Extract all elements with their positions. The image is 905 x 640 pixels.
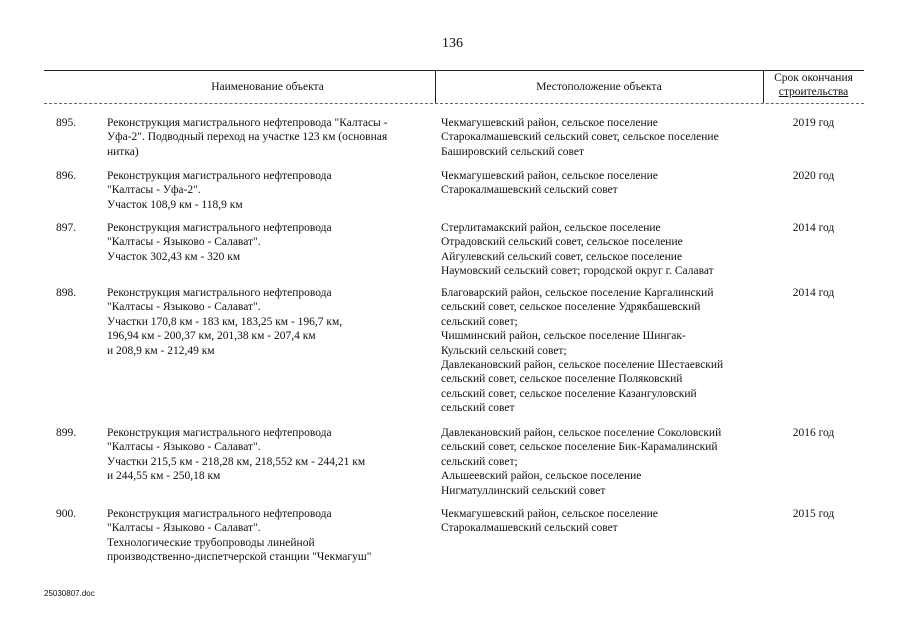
column-header-deadline-line1: Срок окончания [774,72,853,84]
object-location [441,286,763,416]
object-name-line: производственно-диспетчерской станции "Чекмагуш" [107,551,372,564]
column-header-deadline [763,71,864,99]
object-name-line: "Калтасы - Языково - Салават". [107,441,261,454]
object-name-line: Реконструкция магистрального нефтепровода [107,508,332,520]
object-name-line: "Калтасы - Языково - Салават". [107,236,261,249]
object-name-line: Участок 108,9 км - 118,9 км [107,198,243,211]
object-name-line: Реконструкция магистрального нефтепровода [107,170,332,182]
row-number: 896. [56,170,77,182]
object-location [441,169,763,198]
column-header-deadline-line2: строительства [778,86,849,98]
object-name [107,507,432,565]
construction-deadline: 2019 год [792,117,835,129]
column-header-location: Местоположение объекта [536,81,662,93]
object-location-line: сельский совет, сельское поселение Поляковский [441,373,683,386]
row-number: 898. [56,287,77,299]
object-location-line: Старокалмашевский сельский совет [441,184,618,197]
object-name-line: Участки 215,5 км - 218,28 км, 218,552 км - 244,21 км [107,455,366,468]
construction-deadline: 2016 год [792,427,835,439]
object-name-line: Реконструкция магистрального нефтепровода [107,427,332,439]
object-name [107,221,432,264]
construction-deadline: 2020 год [792,170,835,182]
row-number: 899. [56,427,77,439]
object-location-line: сельский совет; [441,315,518,328]
object-name-line: Участки 170,8 км - 183 км, 183,25 км - 196,7 км, [107,315,343,328]
row-number: 900. [56,508,77,520]
object-location-line: Альшеевский район, сельское поселение [441,470,642,483]
object-name-line: Реконструкция магистрального нефтепровода [107,222,332,234]
object-name-line: Уфа-2". Подводный переход на участке 123 км (основная [107,131,388,144]
object-location-line: сельский совет [441,402,515,415]
row-number: 895. [56,117,77,129]
page-number: 136 [442,36,463,51]
object-location-line: Башировский сельский совет [441,145,585,158]
header-rule-top [44,70,864,71]
header-rule-bottom [44,103,864,104]
object-name-line: и 208,9 км - 212,49 км [107,344,215,357]
object-location-line: Давлекановский район, сельское поселение Соколовский [441,427,722,439]
construction-deadline: 2015 год [792,508,835,520]
object-location-line: Чишминский район, сельское поселение Шингак- [441,330,686,343]
object-location-line: сельский совет, сельское поселение Удрякбашевский [441,301,701,314]
object-location-line: сельский совет, сельское поселение Казангуловский [441,387,697,400]
object-location-line: Благоварский район, сельское поселение Каргалинский [441,287,714,299]
object-name [107,116,432,159]
object-location-line: Чекмагушевский район, сельское поселение [441,170,658,182]
object-location-line: Нигматуллинский сельский совет [441,484,606,497]
object-name-line: "Калтасы - Уфа-2". [107,184,201,197]
object-name-line: Реконструкция магистрального нефтепровода "Калтасы - [107,117,388,129]
object-name [107,426,432,484]
footer-document-code: 25030807.doc [44,589,95,598]
object-name-line: 196,94 км - 200,37 км, 201,38 км - 207,4 км [107,330,316,343]
object-location-line: Чекмагушевский район, сельское поселение [441,117,658,129]
object-location-line: Отрадовский сельский совет, сельское поселение [441,236,683,249]
object-location-line: Старокалмашевский сельский совет, сельское поселение [441,131,719,144]
object-name-line: "Калтасы - Языково - Салават". [107,301,261,314]
object-name-line: Реконструкция магистрального нефтепровода [107,287,332,299]
object-name-line: и 244,55 км - 250,18 км [107,470,221,483]
object-location-line: сельский совет; [441,455,518,468]
object-location [441,426,763,498]
object-name-line: Технологические трубопроводы линейной [107,536,315,549]
object-location [441,221,763,279]
column-header-name: Наименование объекта [211,81,324,93]
object-name-line: нитка) [107,145,139,158]
object-name [107,169,432,212]
object-location-line: сельский совет, сельское поселение Бик-Карамалинский [441,441,718,454]
object-name [107,286,432,358]
object-location-line: Айгулевский сельский совет, сельское поселение [441,250,683,263]
object-location [441,507,763,536]
construction-deadline: 2014 год [792,287,835,299]
object-location-line: Чекмагушевский район, сельское поселение [441,508,658,520]
row-number: 897. [56,222,77,234]
object-location-line: Наумовский сельский совет; городской округ г. Салават [441,265,714,278]
object-name-line: Участок 302,43 км - 320 км [107,250,241,263]
object-location-line: Стерлитамакский район, сельское поселение [441,222,661,234]
construction-deadline: 2014 год [792,222,835,234]
object-location [441,116,763,159]
object-location-line: Давлекановский район, сельское поселение Шестаевский [441,359,724,372]
object-location-line: Кульский сельский совет; [441,344,567,357]
object-name-line: "Калтасы - Языково - Салават". [107,522,261,535]
object-location-line: Старокалмашевский сельский совет [441,522,618,535]
